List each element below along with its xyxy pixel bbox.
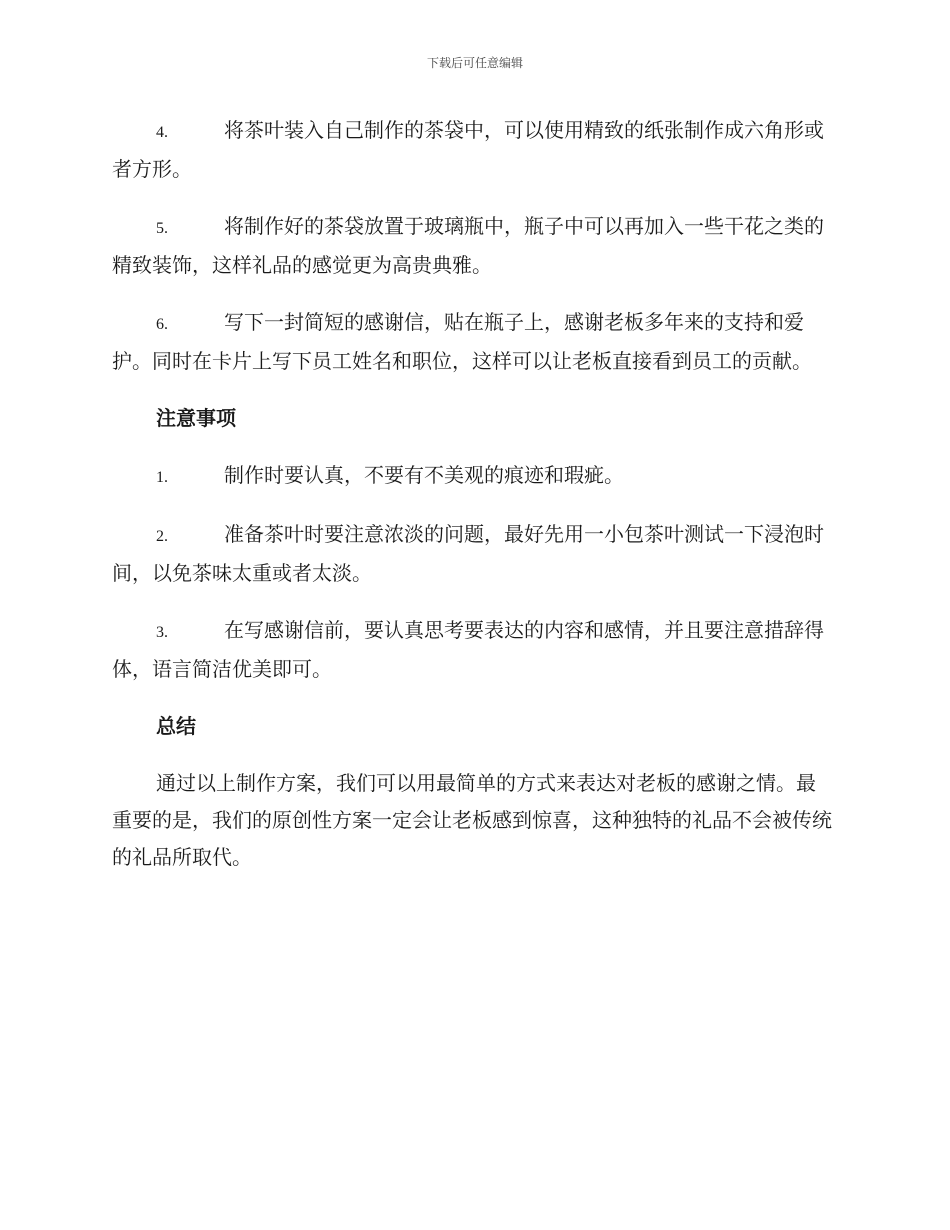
note-text: 准备茶叶时要注意浓淡的问题，最好先用一小包茶叶测试一下浸泡时间，以免茶味太重或者太淡。 <box>112 522 824 585</box>
note-number: 1. <box>156 469 168 486</box>
step-number: 4. <box>156 124 168 141</box>
step-text: 写下一封简短的感谢信，贴在瓶子上，感谢老板多年来的支持和爱护。同时在卡片上写下员工姓名和职位，这样可以让老板直接看到员工的贡献。 <box>112 310 812 373</box>
step-item-4 <box>112 112 834 188</box>
note-text: 制作时要认真，不要有不美观的痕迹和瑕疵。 <box>224 463 624 487</box>
summary-paragraph: 通过以上制作方案，我们可以用最简单的方式来表达对老板的感谢之情。最重要的是，我们的原创性方案一定会让老板感到惊喜，这种独特的礼品不会被传统的礼品所取代。 <box>112 771 832 869</box>
step-item-6 <box>112 304 834 380</box>
step-text: 将制作好的茶袋放置于玻璃瓶中，瓶子中可以再加入一些干花之类的精致装饰，这样礼品的感觉更为高贵典雅。 <box>112 214 824 277</box>
document-body <box>112 112 834 896</box>
note-number: 3. <box>156 624 168 641</box>
note-text: 在写感谢信前，要认真思考要表达的内容和感情，并且要注意措辞得体，语言简洁优美即可。 <box>112 618 824 681</box>
step-item-5 <box>112 208 834 284</box>
note-item-2 <box>112 516 834 592</box>
step-text: 将茶叶装入自己制作的茶袋中，可以使用精致的纸张制作成六角形或者方形。 <box>112 118 824 181</box>
step-number: 6. <box>156 316 168 333</box>
note-item-3 <box>112 612 834 688</box>
note-item-1 <box>112 457 834 496</box>
page-header: 下载后可任意编辑 <box>426 56 523 70</box>
summary-heading: 总结 <box>156 714 196 738</box>
step-number: 5. <box>156 220 168 237</box>
notes-heading: 注意事项 <box>156 406 236 430</box>
note-number: 2. <box>156 528 168 545</box>
